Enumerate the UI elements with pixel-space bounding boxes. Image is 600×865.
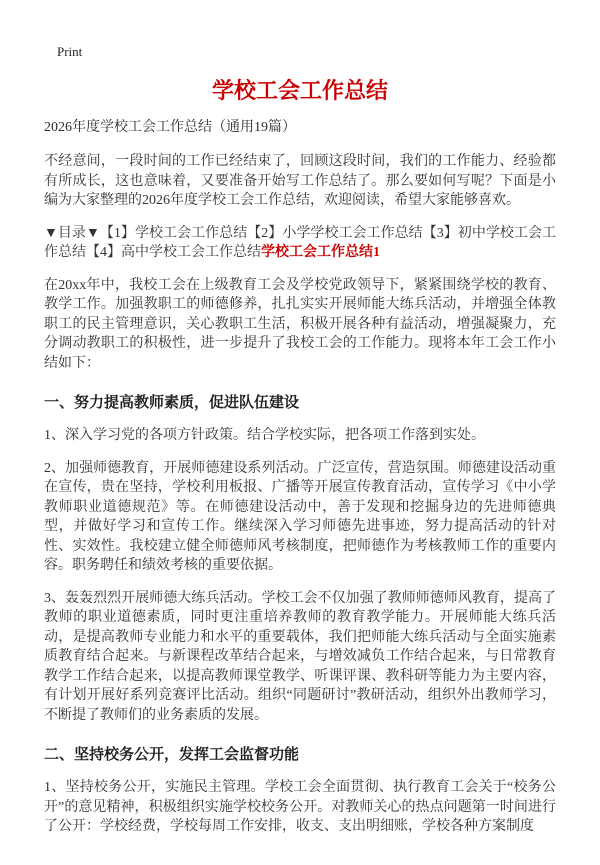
section-heading-2: 二、坚持校务公开，发挥工会监督功能	[44, 747, 300, 763]
print-label[interactable]: Print	[57, 44, 83, 59]
lead-paragraph: 在20xx年中，我校工会在上级教育工会及学校党政领导下，紧紧围绕学校的教育、教学工作。加强教职工的师德修养，扎扎实实开展师能大练兵活动，并增强全体教职工的民主管理意识，关心教职工生活，积极开展各种有益活动，增强凝聚力，充分调动教职工的积极性，进一步提升了我校工会的工作能力。现将本年工会工作小结如下：	[44, 277, 556, 371]
section1-paragraph-1: 1、深入学习党的各项方针政策。结合学校实际，把各项工作落到实处。	[44, 428, 485, 443]
document-subtitle: 2026年度学校工会工作总结（通用19篇）	[44, 120, 296, 135]
toc-current-highlight: 学校工会工作总结1	[261, 245, 380, 260]
article-body	[0, 118, 600, 837]
document-title: 学校工会工作总结	[211, 78, 388, 103]
intro-paragraph: 不经意间，一段时间的工作已经结束了，回顾这段时间，我们的工作能力、经验都有所成长，这也意味着，又要准备开始写工作总结了。那么要如何写呢？下面是小编为大家整理的2026年度学校工会工作总结，欢迎阅读，希望大家能够喜欢。	[44, 154, 556, 208]
section2-paragraph-1: 1、坚持校务公开，实施民主管理。学校工会全面贯彻、执行教育工会关于“校务公开”的意见精神，积极组织实施学校校务公开。对教师关心的热点问题第一时间进行了公开：学校经费，学校每周工作安排，收支、支出明细账，学校各种方案制度	[44, 780, 556, 834]
toc-paragraph	[44, 224, 556, 263]
toc-text: ▼目录▼【1】学校工会工作总结【2】小学学校工会工作总结【3】初中学校工会工作总结【4】高中学校工会工作总结	[44, 225, 556, 260]
section1-paragraph-2: 2、加强师德教育，开展师德建设系列活动。广泛宣传，营造氛围。师德建设活动重在宣传，贵在坚持，学校利用板报、广播等开展宣传教育活动，宣传学习《中小学教师职业道德规范》等。在师德建设活动中，善于发现和挖掘身边的先进师德典型，并做好学习和宣传工作。继续深入学习师德先进事迹，努力提高活动的针对性、实效性。我校建立健全师德师风考核制度，把师德作为考核教师工作的重要内容。职务聘任和绩效考核的重要依据。	[44, 460, 556, 573]
section1-paragraph-3: 3、轰轰烈烈开展师德大练兵活动。学校工会不仅加强了教师师德师风教育，提高了教师的职业道德素质，同时更注重培养教师的教育教学能力。开展师能大练兵活动，是提高教师专业能力和水平的重要载体，我们把师能大练兵活动与全面实施素质教育结合起来。与新课程改革结合起来，与增效减负工作结合起来，与日常教育教学工作结合起来，以提高教师课堂教学、听课评课、教科研等能力为主要内容，有计划开展好系列竞赛评比活动。组织“同题研讨”教研活动，组织外出教师学习，不断提了教师们的业务素质的发展。	[44, 590, 556, 723]
section-heading-1: 一、努力提高教师素质，促进队伍建设	[44, 395, 300, 411]
